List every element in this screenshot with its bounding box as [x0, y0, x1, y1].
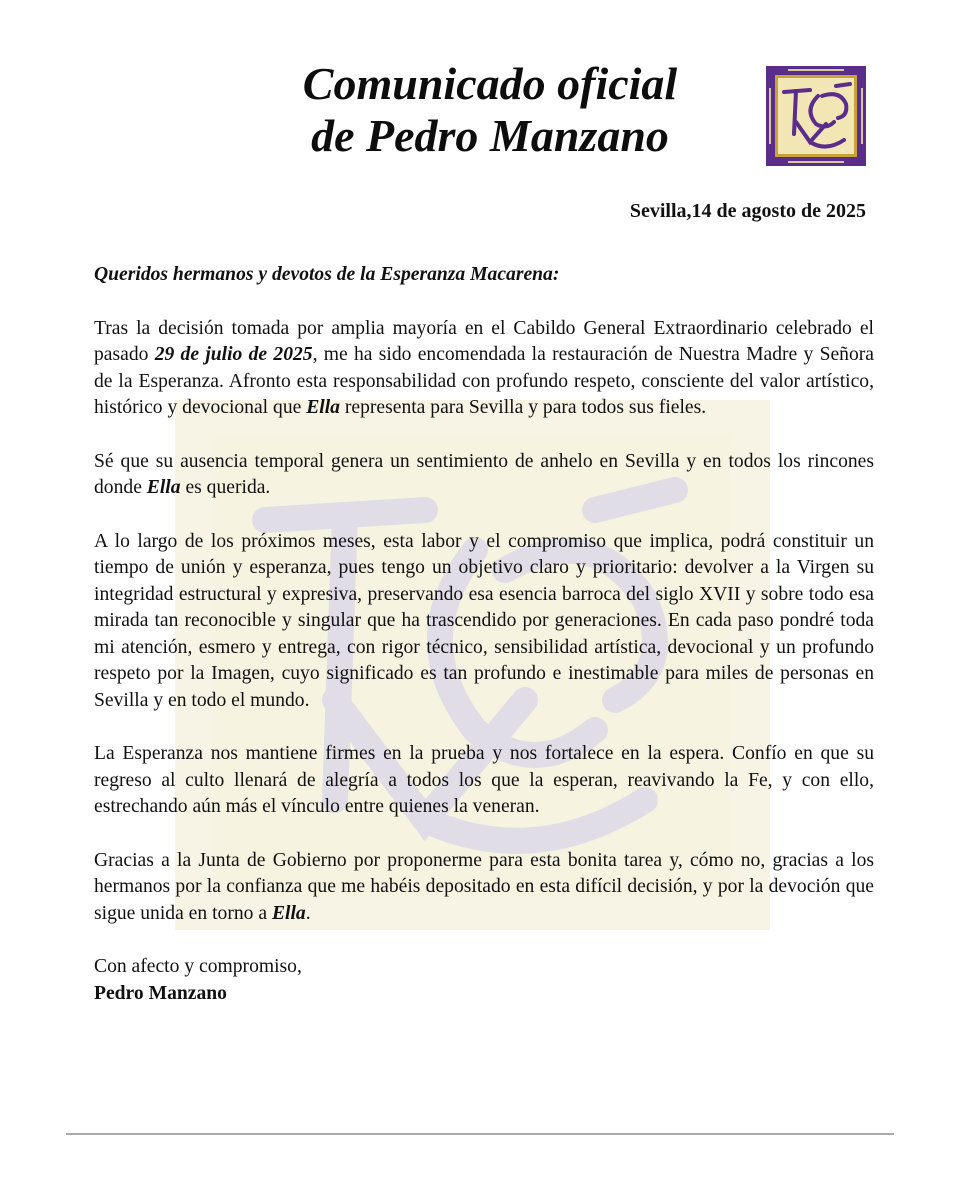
paragraph-2-text-c: es querida. [180, 477, 271, 498]
paragraph-1 [94, 316, 874, 422]
paragraph-4: La Esperanza nos mantiene firmes en la prueba y nos fortalece en la espera. Confío en que su regreso al culto llenará de alegría a todos los que la esperan, reavivando la Fe, y con ello, estrechando aún más el vínculo entre quienes la veneran. [94, 743, 874, 817]
title-line-2: de Pedro Manzano [311, 110, 669, 161]
paragraph-5-text-a: Gracias a la Junta de Gobierno por proponerme para esta bonita tarea y, cómo no, gracias a los hermanos por la confianza que me habéis depositado en esta difícil decisión, y por la devoción que sigue unida en torno a [94, 849, 874, 924]
paragraph-5 [94, 848, 874, 928]
paragraph-2 [94, 449, 874, 502]
paragraph-3: A lo largo de los próximos meses, esta labor y el compromiso que implica, podrá constituir un tiempo de unión y esperanza, pues tengo un objetivo claro y prioritario: devolver a la Virgen su integridad estructural y expresiva, preservando esa esencia barroca del siglo XVII y sobre todo esa mirada tan reconocible y singular que ha trascendido por generaciones. En cada paso pondré toda mi atención, esmero y entrega, con rigor técnico, sensibilidad artística, devocional y un profundo respeto por la Imagen, cuyo significado es tan profundo e inestimable para miles de personas en Sevilla y en todo el mundo. [94, 530, 874, 711]
ella-emphasis: Ella [271, 902, 306, 924]
ella-emphasis: Ella [146, 477, 181, 498]
closing: Con afecto y compromiso, [94, 956, 302, 977]
letter-body [94, 262, 874, 1007]
taller-andaluz-logo-icon [766, 66, 866, 166]
paragraph-2-text-a: Sé que su ausencia temporal genera un sentimiento de anhelo en Sevilla y en todos los rincones donde [94, 450, 874, 498]
signature: Pedro Manzano [94, 982, 227, 1004]
paragraph-1-text-a: Tras la decisión tomada por amplia mayoría en el Cabildo General Extraordinario celebrado el pasado [94, 317, 874, 365]
letter-date: Sevilla,14 de agosto de 2025 [629, 200, 866, 222]
footer-divider [66, 1133, 894, 1135]
paragraph-1-text-c: , me ha sido encomendada la restauración de Nuestra Madre y Señora de la Esperanza. Afronto esta responsabilidad con profundo respeto, consciente del valor artístico, histórico y devocional que [94, 344, 874, 418]
salutation: Queridos hermanos y devotos de la Esperanza Macarena: [94, 264, 560, 285]
ella-emphasis: Ella [306, 397, 340, 418]
page-title [200, 58, 780, 162]
cabildo-date-emphasis: 29 de julio de 2025 [154, 344, 313, 365]
title-line-1: Comunicado oficial [302, 58, 678, 109]
paragraph-5-text-c: . [305, 902, 311, 924]
paragraph-1-text-e: representa para Sevilla y para todos sus fieles. [339, 397, 707, 418]
